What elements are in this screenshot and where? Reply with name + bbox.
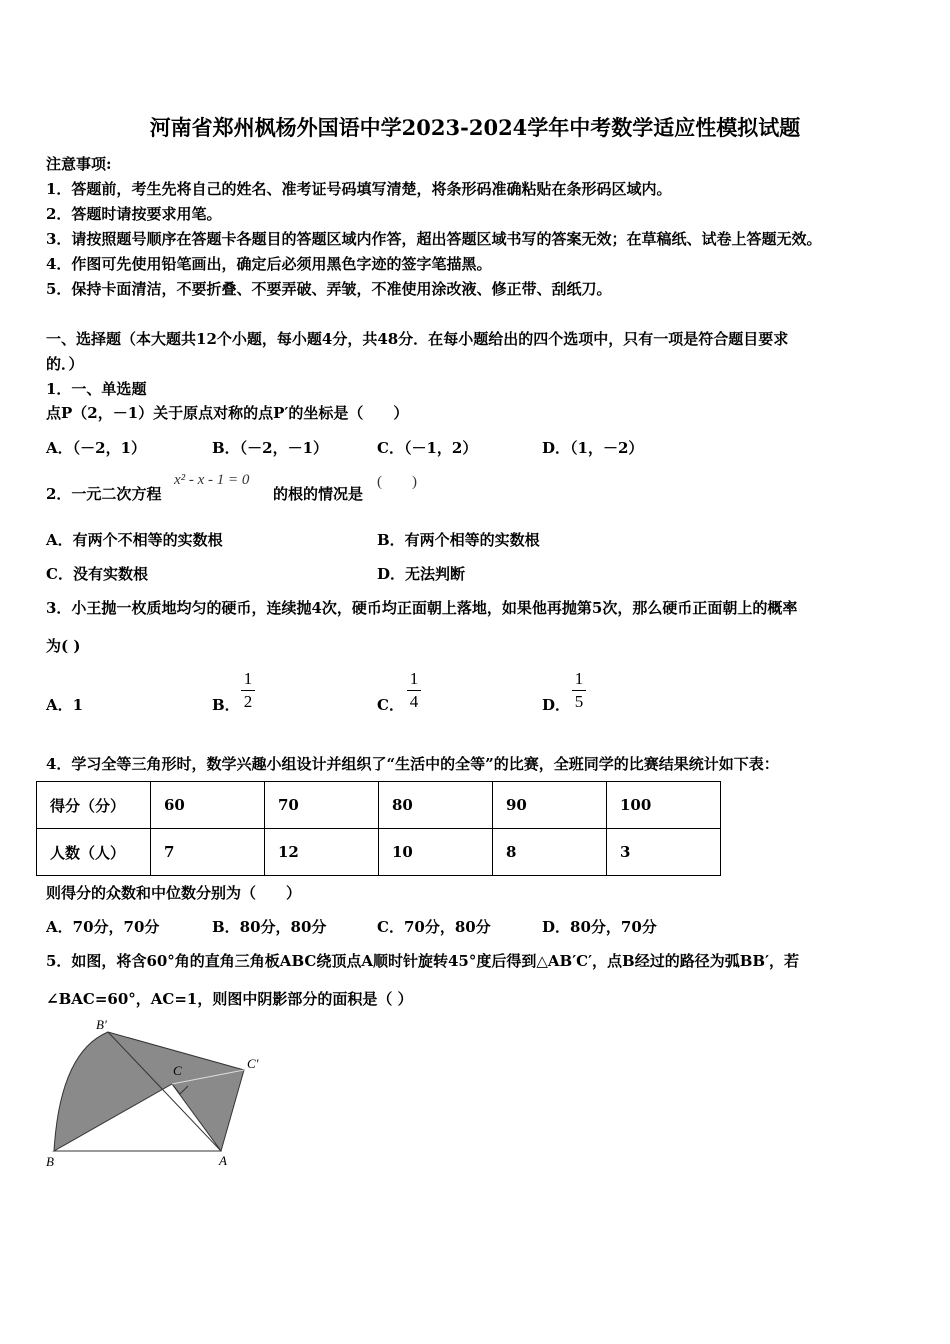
q3-stem-cont: 为( ) xyxy=(46,637,81,655)
table-cell: 90 xyxy=(493,782,607,829)
q5-stem: 5．如图，将含60°角的直角三角板ABC绕顶点A顺时针旋转45°度后得到△AB′C′，点B经过的路径为弧BB′，若 xyxy=(46,952,800,970)
table-cell: 12 xyxy=(265,829,379,876)
section-heading: 一、选择题（本大题共12个小题，每小题4分，共48分．在每小题给出的四个选项中，只有一项是符合题目要求 xyxy=(46,330,789,348)
score-table xyxy=(36,781,721,876)
table-cell: 100 xyxy=(607,782,721,829)
q2-paren: ( ) xyxy=(377,474,417,490)
table-row xyxy=(37,829,721,876)
table-header-cell: 人数（人） xyxy=(37,829,151,876)
q1-option-d: D．（1，－2） xyxy=(542,439,644,457)
table-cell: 10 xyxy=(379,829,493,876)
notice-heading: 注意事项: xyxy=(46,155,112,173)
notice-item: 2．答题时请按要求用笔。 xyxy=(46,205,222,223)
q3-stem: 3．小王抛一枚质地均匀的硬币，连续抛4次，硬币均正面朝上落地，如果他再抛第5次，那么硬币正面朝上的概率 xyxy=(46,599,798,617)
q1-option-b: B．（－2，－1） xyxy=(212,439,329,457)
page-title: 河南省郑州枫杨外国语中学2023-2024学年中考数学适应性模拟试题 xyxy=(149,115,801,140)
label-b-prime: B′ xyxy=(96,1017,107,1032)
table-cell: 3 xyxy=(607,829,721,876)
table-cell: 70 xyxy=(265,782,379,829)
q3-option-b: B． xyxy=(212,696,240,714)
q2-option-a: A．有两个不相等的实数根 xyxy=(46,531,223,549)
q2-equation: x² - x - 1 = 0 xyxy=(174,472,250,488)
q2-suffix: 的根的情况是 xyxy=(273,485,364,503)
q4-option-b: B．80分，80分 xyxy=(212,918,327,936)
triangle-rotation-figure xyxy=(40,1012,280,1172)
label-a: A xyxy=(219,1153,227,1168)
q5-stem-cont: ∠BAC=60°，AC=1，则图中阴影部分的面积是（ ） xyxy=(46,990,413,1008)
q1-stem: 点P（2，－1）关于原点对称的点P′的坐标是（ ） xyxy=(46,404,409,422)
q1-option-a: A．（－2，1） xyxy=(46,439,147,457)
table-row xyxy=(37,782,721,829)
table-header-cell: 得分（分） xyxy=(37,782,151,829)
notice-item: 5．保持卡面清洁，不要折叠、不要弄破、弄皱，不准使用涂改液、修正带、刮纸刀。 xyxy=(46,280,612,298)
q3-option-a: A．1 xyxy=(46,696,84,714)
table-cell: 7 xyxy=(151,829,265,876)
q4-option-c: C．70分，80分 xyxy=(377,918,491,936)
q4-option-d: D．80分，70分 xyxy=(542,918,657,936)
q3-option-c: C． xyxy=(377,696,404,714)
q3-option-c-fraction: 1 4 xyxy=(404,669,424,712)
q2-option-d: D．无法判断 xyxy=(377,565,466,583)
q2-option-c: C．没有实数根 xyxy=(46,565,148,583)
q1-label: 1．一、单选题 xyxy=(46,380,147,398)
table-cell: 8 xyxy=(493,829,607,876)
label-c: C xyxy=(173,1063,182,1078)
q3-option-d: D． xyxy=(542,696,571,714)
q4-stem: 4．学习全等三角形时，数学兴趣小组设计并组织了“生活中的全等”的比赛，全班同学的比赛结果统计如下表： xyxy=(46,755,779,773)
label-c-prime: C′ xyxy=(247,1056,259,1071)
section-heading-cont: 的．） xyxy=(46,355,84,373)
notice-item: 1．答题前，考生先将自己的姓名、准考证号码填写清楚，将条形码准确粘贴在条形码区域内。 xyxy=(46,180,672,198)
table-cell: 60 xyxy=(151,782,265,829)
q1-option-c: C．（－1，2） xyxy=(377,439,478,457)
q2-option-b: B．有两个相等的实数根 xyxy=(377,531,540,549)
q3-option-d-fraction: 1 5 xyxy=(569,669,589,712)
notice-item: 4．作图可先使用铅笔画出，确定后必须用黑色字迹的签字笔描黑。 xyxy=(46,255,492,273)
q4-question: 则得分的众数和中位数分别为（ ） xyxy=(46,884,302,902)
q2-prefix: 2．一元二次方程 xyxy=(46,485,162,503)
q4-option-a: A．70分，70分 xyxy=(46,918,160,936)
label-b: B xyxy=(46,1154,54,1169)
q3-option-b-fraction: 1 2 xyxy=(238,669,258,712)
notice-item: 3．请按照题号顺序在答题卡各题目的答题区域内作答，超出答题区域书写的答案无效；在草稿纸、试卷上答题无效。 xyxy=(46,230,822,248)
table-cell: 80 xyxy=(379,782,493,829)
